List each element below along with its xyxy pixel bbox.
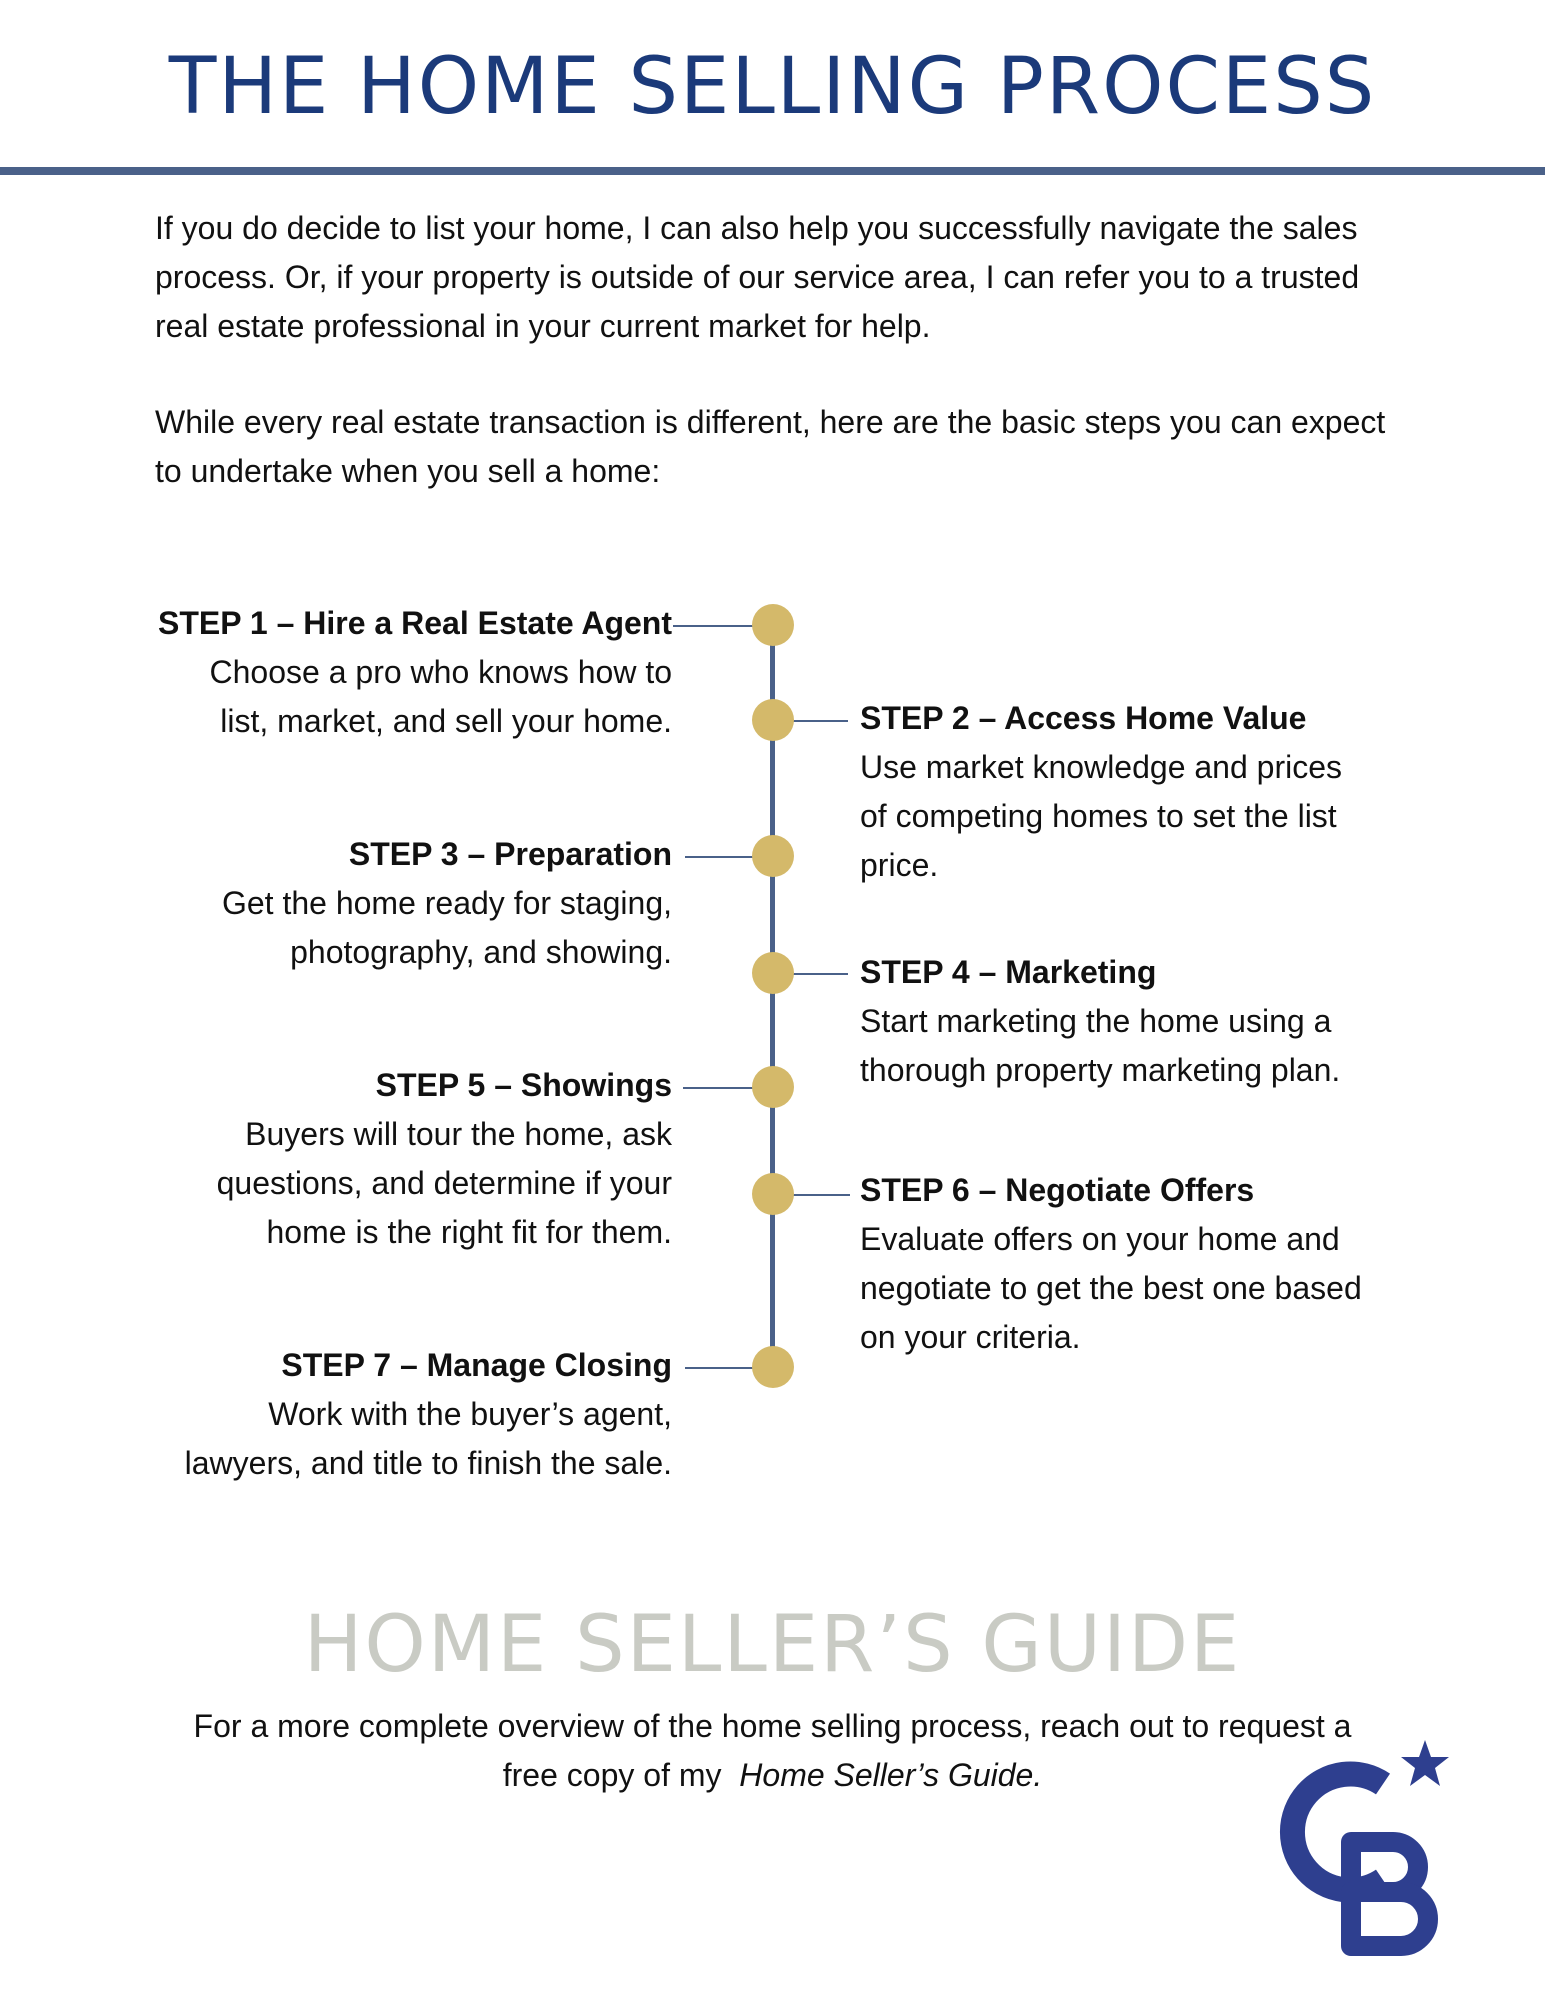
intro-paragraph-2: While every real estate transaction is different, here are the basic steps you can expect to undertake when you sell a home:: [155, 404, 1386, 489]
step-4-line-1: Start marketing the home using a: [860, 1003, 1332, 1039]
step-3: [222, 830, 672, 977]
step-7-line-2: lawyers, and title to finish the sale.: [184, 1445, 672, 1481]
step-7-line-1: Work with the buyer’s agent,: [268, 1396, 672, 1432]
guide-text-line-1: For a more complete overview of the home selling process, reach out to request a: [193, 1708, 1352, 1744]
page-title: THE HOME SELLING PROCESS: [168, 42, 1377, 132]
step-1-line-1: Choose a pro who knows how to: [209, 654, 672, 690]
timeline-dot-step-7: [752, 1346, 794, 1388]
step-1: [158, 599, 672, 746]
step-3-title: STEP 3 – Preparation: [348, 836, 672, 872]
step-2-line-2: of competing homes to set the list: [860, 798, 1337, 834]
step-2: [860, 694, 1420, 890]
guide-text-line-2: [120, 1751, 1425, 1800]
guide-book-title: Home Seller’s Guide.: [739, 1757, 1043, 1793]
timeline-dot-step-2: [752, 699, 794, 741]
step-6-line-3: on your criteria.: [860, 1319, 1081, 1355]
title-divider: [0, 167, 1545, 175]
step-1-line-2: list, market, and sell your home.: [220, 703, 672, 739]
step-4-line-2: thorough property marketing plan.: [860, 1052, 1341, 1088]
guide-title: HOME SELLER’S GUIDE: [303, 1600, 1242, 1690]
step-3-line-1: Get the home ready for staging,: [221, 885, 672, 921]
step-6: [860, 1166, 1420, 1362]
coldwell-banker-logo-icon: [1265, 1738, 1460, 1963]
step-2-line-3: price.: [860, 847, 939, 883]
timeline-dot-step-4: [752, 952, 794, 994]
guide-text: [120, 1702, 1425, 1800]
step-5-line-3: home is the right fit for them.: [266, 1214, 672, 1250]
step-6-line-2: negotiate to get the best one based: [860, 1270, 1362, 1306]
step-3-line-2: photography, and showing.: [290, 934, 672, 970]
timeline-dot-step-1: [752, 604, 794, 646]
step-2-title: STEP 2 – Access Home Value: [860, 700, 1307, 736]
timeline-dot-step-5: [752, 1066, 794, 1108]
step-4: [860, 948, 1420, 1095]
step-7: [185, 1341, 672, 1488]
step-6-line-1: Evaluate offers on your home and: [860, 1221, 1340, 1257]
step-2-line-1: Use market knowledge and prices: [860, 749, 1343, 785]
step-5-title: STEP 5 – Showings: [375, 1067, 672, 1103]
step-5: [217, 1061, 672, 1257]
step-1-title: STEP 1 – Hire a Real Estate Agent: [158, 605, 672, 641]
step-5-line-1: Buyers will tour the home, ask: [245, 1116, 672, 1152]
step-5-line-2: questions, and determine if your: [216, 1165, 672, 1201]
timeline-dot-step-3: [752, 835, 794, 877]
step-7-title: STEP 7 – Manage Closing: [281, 1347, 672, 1383]
timeline-dot-step-6: [752, 1173, 794, 1215]
intro-paragraph-1: If you do decide to list your home, I can also help you successfully navigate the sales process. Or, if your property is outside of our service area, I can refer you to a trusted real estate professional in your current market for help.: [155, 210, 1360, 344]
step-4-title: STEP 4 – Marketing: [860, 954, 1157, 990]
guide-text-prefix: free copy of my: [502, 1757, 722, 1793]
step-6-title: STEP 6 – Negotiate Offers: [860, 1172, 1255, 1208]
